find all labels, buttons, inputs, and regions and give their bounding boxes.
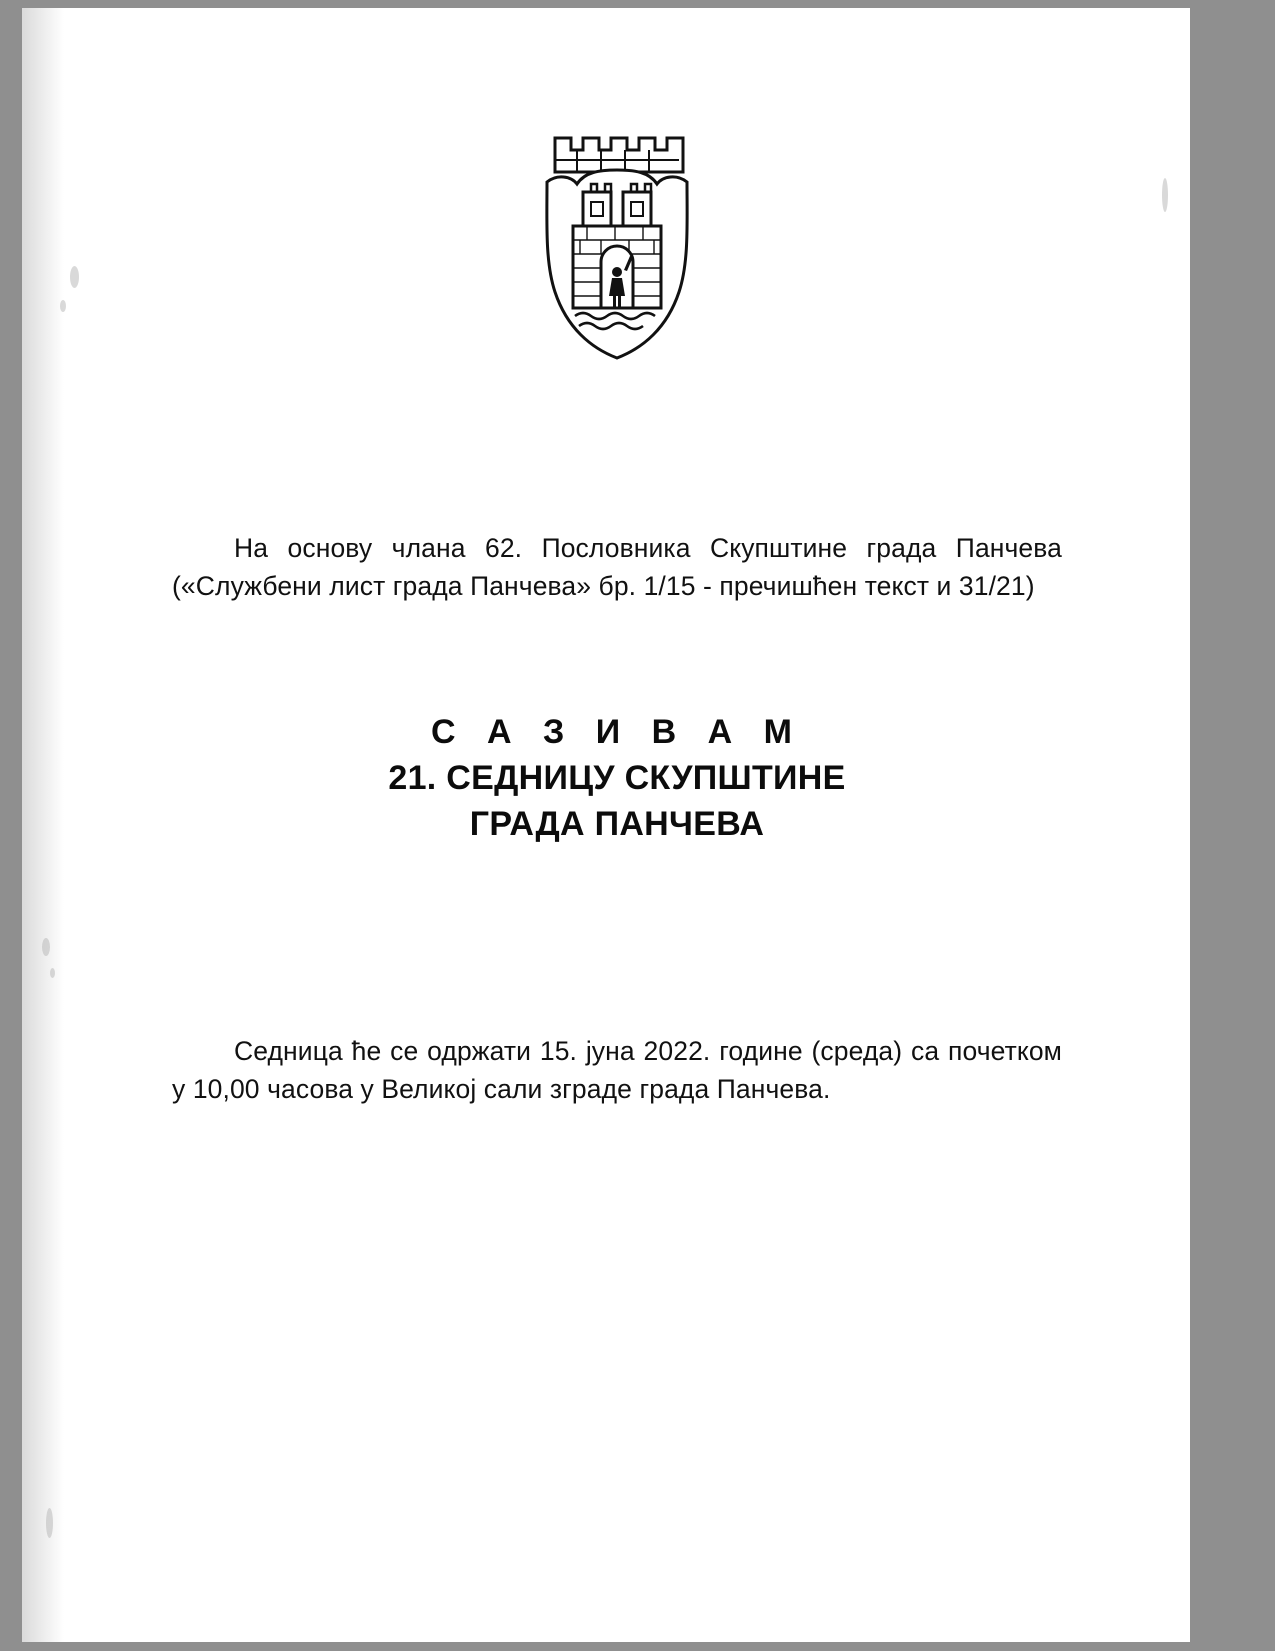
session-details-text: Седница ће се одржати 15. јуна 2022. године (среда) са почетком у 10,00 часова у Великој сали зграде града Панчева. [172,1035,1062,1104]
document-content [172,8,1062,1642]
document-page [22,8,1190,1642]
title-line-sazivam: С А З И В А М [431,713,803,752]
legal-basis-text: На основу члана 62. Пословника Скупштине града Панчева («Службени лист града Панчева» бр. 1/15 - пречишћен текст и 31/21) [172,533,1062,601]
scan-edge-artifact [22,8,82,1642]
scan-speck [70,266,79,288]
scan-speck [46,1508,53,1538]
scan-speck [42,938,50,956]
decision-title [172,710,1062,848]
title-line-city: ГРАДА ПАНЧЕВА [469,805,765,844]
scan-speck [1162,178,1168,212]
title-line-session: 21. СЕДНИЦУ СКУПШТИНЕ [388,759,846,798]
scan-speck [50,968,55,978]
scan-speck [60,300,66,312]
city-coat-of-arms-icon [517,8,717,370]
legal-basis-paragraph [172,530,1062,605]
session-details-paragraph [172,1033,1062,1108]
